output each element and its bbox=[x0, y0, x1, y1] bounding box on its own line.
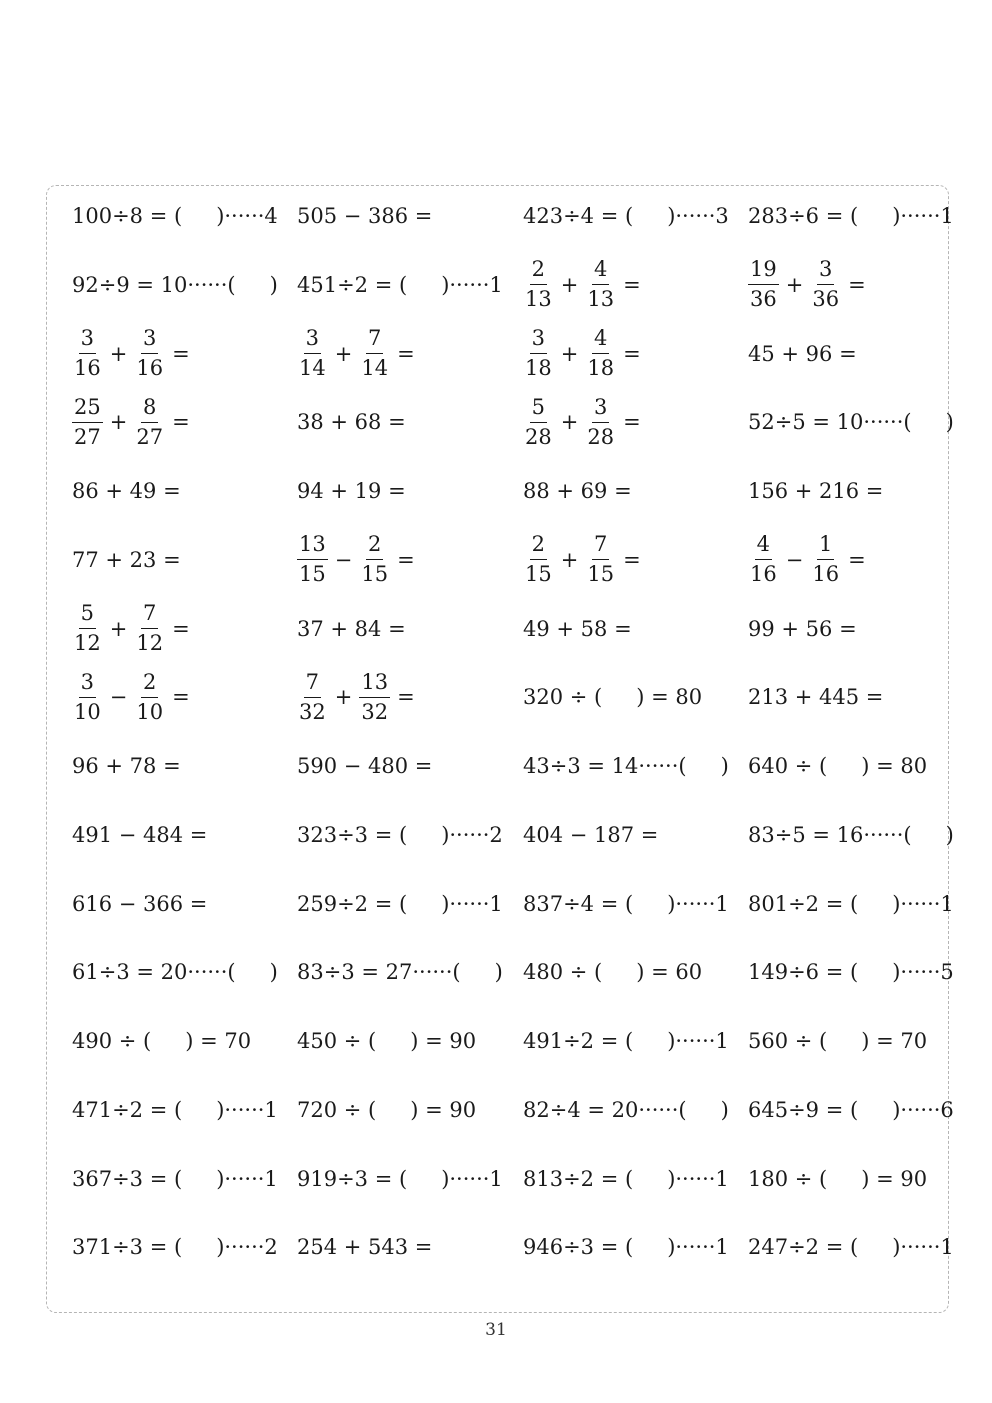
problem-cell bbox=[72, 874, 207, 934]
problem-cell bbox=[523, 874, 729, 934]
problem-text: 404 − 187 = bbox=[523, 822, 659, 847]
fraction bbox=[297, 669, 328, 724]
fraction bbox=[523, 534, 554, 585]
fraction bbox=[134, 328, 165, 379]
problem-text: 99 + 56 = bbox=[748, 616, 857, 641]
problem-text: 38 + 68 = bbox=[297, 410, 406, 435]
denominator: 16 bbox=[812, 562, 840, 587]
problem-text: 616 − 366 = bbox=[72, 891, 208, 916]
problem-cell bbox=[297, 530, 422, 590]
numerator: 19 bbox=[748, 259, 779, 285]
page-number: 31 bbox=[485, 1320, 507, 1340]
operator: − bbox=[785, 547, 804, 572]
fraction bbox=[72, 328, 103, 379]
problem-cell bbox=[297, 1217, 432, 1277]
problem-cell bbox=[297, 599, 406, 659]
problem-text-tail: )······5 bbox=[892, 960, 954, 985]
numerator: 4 bbox=[755, 534, 772, 560]
problem-cell bbox=[748, 461, 883, 521]
problem-cell bbox=[523, 1011, 729, 1071]
denominator: 13 bbox=[587, 287, 615, 312]
problem-text: 37 + 84 = bbox=[297, 616, 406, 641]
problem-text-tail: ) bbox=[945, 822, 954, 847]
problem-text-tail: )······1 bbox=[892, 891, 954, 916]
problem-text: 505 − 386 = bbox=[297, 204, 433, 228]
problem-text: 77 + 23 = bbox=[72, 547, 181, 572]
problem-text-tail: )······1 bbox=[216, 1166, 278, 1191]
numerator: 7 bbox=[141, 603, 158, 629]
problem-text: 92÷9 = 10······( bbox=[72, 272, 236, 297]
problem-text: 323÷3 = ( bbox=[297, 822, 408, 847]
equals-sign: = bbox=[397, 547, 415, 572]
denominator: 32 bbox=[361, 699, 389, 724]
problem-text: 837÷4 = ( bbox=[523, 891, 634, 916]
problem-cell bbox=[523, 942, 702, 1002]
problem-text: 919÷3 = ( bbox=[297, 1166, 408, 1191]
problem-text: 247÷2 = ( bbox=[748, 1235, 859, 1260]
problem-text-tail: )······1 bbox=[216, 1097, 278, 1122]
equals-sign: = bbox=[172, 685, 190, 710]
problem-cell bbox=[748, 805, 954, 865]
numerator: 3 bbox=[592, 397, 609, 423]
equals-sign: = bbox=[848, 547, 866, 572]
problem-text: 52÷5 = 10······( bbox=[748, 410, 912, 435]
problem-text: 946÷3 = ( bbox=[523, 1235, 634, 1260]
denominator: 36 bbox=[750, 287, 777, 312]
problem-text: 720 ÷ ( bbox=[297, 1097, 377, 1122]
numerator: 2 bbox=[530, 259, 547, 285]
fraction bbox=[585, 328, 616, 379]
problem-text-tail: ) = 90 bbox=[410, 1097, 477, 1122]
problem-text-tail: )······1 bbox=[667, 1029, 729, 1053]
denominator: 14 bbox=[299, 356, 326, 380]
problem-cell bbox=[297, 1011, 476, 1071]
problem-cell bbox=[72, 667, 197, 727]
problem-text-tail: ) = 70 bbox=[861, 1029, 928, 1053]
fraction bbox=[297, 328, 328, 379]
problem-cell bbox=[523, 530, 648, 590]
problem-text-tail: ) = 90 bbox=[861, 1166, 928, 1191]
problem-text: 645÷9 = ( bbox=[748, 1097, 859, 1122]
fraction bbox=[297, 534, 328, 585]
numerator: 3 bbox=[79, 328, 96, 354]
problem-cell bbox=[72, 736, 181, 796]
operator: + bbox=[560, 341, 579, 366]
equals-sign: = bbox=[172, 616, 190, 641]
problem-cell bbox=[72, 1149, 278, 1209]
equals-sign: = bbox=[397, 341, 415, 366]
numerator: 5 bbox=[79, 603, 96, 629]
fraction bbox=[72, 669, 103, 724]
problem-text-tail: ) = 60 bbox=[636, 960, 703, 985]
denominator: 14 bbox=[361, 356, 389, 380]
denominator: 12 bbox=[136, 631, 164, 655]
numerator: 3 bbox=[304, 328, 321, 354]
fraction bbox=[359, 328, 390, 379]
problem-text: 100÷8 = ( bbox=[72, 204, 183, 228]
problem-cell bbox=[72, 392, 197, 452]
problem-cell bbox=[523, 461, 632, 521]
problem-cell bbox=[72, 1217, 278, 1277]
problem-text: 371÷3 = ( bbox=[72, 1235, 183, 1260]
problem-cell bbox=[297, 186, 432, 246]
problem-text-tail: )······1 bbox=[441, 1166, 503, 1191]
fraction bbox=[134, 394, 165, 449]
problem-cell bbox=[748, 186, 954, 246]
operator: + bbox=[560, 547, 579, 572]
denominator: 16 bbox=[74, 356, 101, 380]
problem-text: 83÷5 = 16······( bbox=[748, 822, 912, 847]
equals-sign: = bbox=[848, 272, 866, 297]
denominator: 27 bbox=[74, 424, 101, 449]
problem-cell bbox=[523, 392, 648, 452]
problem-cell bbox=[748, 324, 857, 384]
fraction bbox=[134, 669, 165, 724]
problem-cell bbox=[297, 805, 503, 865]
numerator: 3 bbox=[530, 328, 547, 354]
problem-text: 320 ÷ ( bbox=[523, 685, 603, 710]
problem-cell bbox=[748, 874, 954, 934]
problem-cell bbox=[748, 1217, 954, 1277]
problem-cell bbox=[297, 874, 503, 934]
problem-text-tail: ) = 80 bbox=[861, 754, 928, 778]
problem-text-tail: ) bbox=[269, 272, 278, 297]
problem-text: 254 + 543 = bbox=[297, 1235, 433, 1260]
denominator: 15 bbox=[587, 562, 615, 587]
equals-sign: = bbox=[623, 410, 641, 435]
equals-sign: = bbox=[623, 341, 641, 366]
problem-cell bbox=[297, 942, 503, 1002]
problem-cell bbox=[523, 324, 648, 384]
problem-text-tail: ) = 90 bbox=[410, 1029, 477, 1053]
denominator: 10 bbox=[136, 699, 164, 724]
problem-cell bbox=[523, 667, 702, 727]
equals-sign: = bbox=[172, 341, 190, 366]
denominator: 27 bbox=[136, 424, 164, 449]
problem-text: 180 ÷ ( bbox=[748, 1166, 828, 1191]
problem-cell bbox=[748, 667, 883, 727]
fraction bbox=[72, 603, 103, 654]
problem-cell bbox=[523, 186, 729, 246]
problem-text-tail: )······1 bbox=[667, 1166, 729, 1191]
fraction bbox=[748, 534, 779, 585]
operator: + bbox=[109, 616, 128, 641]
problem-text: 43÷3 = 14······( bbox=[523, 754, 687, 778]
denominator: 18 bbox=[587, 356, 615, 380]
operator: + bbox=[560, 272, 579, 297]
numerator: 2 bbox=[530, 534, 547, 560]
problem-text-tail: )······2 bbox=[441, 822, 503, 847]
problem-text: 471÷2 = ( bbox=[72, 1097, 183, 1122]
problem-text: 490 ÷ ( bbox=[72, 1029, 152, 1053]
problem-text: 49 + 58 = bbox=[523, 616, 632, 641]
equals-sign: = bbox=[623, 272, 641, 297]
denominator: 18 bbox=[525, 356, 552, 380]
problem-cell bbox=[523, 255, 648, 315]
problem-cell bbox=[72, 186, 278, 246]
problem-cell bbox=[297, 461, 406, 521]
problem-cell bbox=[523, 1217, 729, 1277]
problem-text-tail: ) bbox=[494, 960, 503, 985]
problem-text-tail: )······4 bbox=[216, 204, 278, 228]
problem-text-tail: )······3 bbox=[667, 204, 729, 228]
problem-cell bbox=[297, 392, 406, 452]
problem-cell bbox=[72, 461, 181, 521]
numerator: 4 bbox=[592, 328, 609, 354]
problem-text-tail: ) bbox=[720, 754, 729, 778]
problem-text: 259÷2 = ( bbox=[297, 891, 408, 916]
problem-cell bbox=[297, 736, 432, 796]
problem-text: 88 + 69 = bbox=[523, 479, 632, 503]
problem-text: 86 + 49 = bbox=[72, 479, 181, 503]
problem-text: 213 + 445 = bbox=[748, 685, 884, 710]
equals-sign: = bbox=[172, 410, 190, 435]
problem-cell bbox=[72, 530, 181, 590]
problem-cell bbox=[297, 1080, 476, 1140]
numerator: 2 bbox=[366, 534, 383, 560]
numerator: 2 bbox=[141, 672, 158, 698]
operator: + bbox=[334, 685, 353, 710]
problem-cell bbox=[523, 736, 729, 796]
problem-text-tail: )······1 bbox=[892, 1235, 954, 1260]
problem-text-tail: )······2 bbox=[216, 1235, 278, 1260]
problem-cell bbox=[72, 255, 278, 315]
operator: − bbox=[109, 685, 128, 710]
problem-text-tail: ) = 80 bbox=[636, 685, 703, 710]
problem-text: 149÷6 = ( bbox=[748, 960, 859, 985]
denominator: 15 bbox=[299, 562, 326, 587]
equals-sign: = bbox=[397, 685, 415, 710]
denominator: 10 bbox=[74, 699, 101, 724]
problem-cell bbox=[748, 530, 873, 590]
problem-text: 367÷3 = ( bbox=[72, 1166, 183, 1191]
fraction bbox=[134, 603, 165, 654]
problem-cell bbox=[297, 324, 422, 384]
fraction bbox=[523, 328, 554, 379]
numerator: 13 bbox=[359, 672, 390, 698]
numerator: 3 bbox=[141, 328, 158, 354]
problem-cell bbox=[748, 392, 954, 452]
denominator: 28 bbox=[587, 424, 615, 449]
problem-text: 61÷3 = 20······( bbox=[72, 960, 236, 985]
problem-cell bbox=[72, 324, 197, 384]
numerator: 3 bbox=[79, 672, 96, 698]
problem-cell bbox=[748, 1080, 954, 1140]
problem-text: 156 + 216 = bbox=[748, 479, 884, 503]
problem-cell bbox=[72, 1080, 278, 1140]
problem-text: 640 ÷ ( bbox=[748, 754, 828, 778]
fraction bbox=[748, 259, 779, 310]
problem-text: 491÷2 = ( bbox=[523, 1029, 634, 1053]
problem-text-tail: )······6 bbox=[892, 1097, 954, 1122]
problem-text-tail: ) = 70 bbox=[185, 1029, 252, 1053]
fraction bbox=[585, 394, 616, 449]
problem-text: 450 ÷ ( bbox=[297, 1029, 377, 1053]
denominator: 13 bbox=[525, 287, 552, 312]
denominator: 16 bbox=[750, 562, 777, 587]
problem-cell bbox=[748, 599, 857, 659]
operator: + bbox=[785, 272, 804, 297]
problem-text: 590 − 480 = bbox=[297, 754, 433, 778]
problem-text: 480 ÷ ( bbox=[523, 960, 603, 985]
denominator: 15 bbox=[361, 562, 389, 587]
equals-sign: = bbox=[623, 547, 641, 572]
denominator: 32 bbox=[299, 699, 326, 724]
numerator: 7 bbox=[366, 328, 383, 354]
denominator: 15 bbox=[525, 562, 552, 587]
problem-text: 451÷2 = ( bbox=[297, 272, 408, 297]
problem-cell bbox=[748, 736, 927, 796]
problem-text: 801÷2 = ( bbox=[748, 891, 859, 916]
fraction bbox=[359, 534, 390, 585]
problem-text-tail: ) bbox=[720, 1097, 729, 1122]
problem-text: 491 − 484 = bbox=[72, 822, 208, 847]
problem-cell bbox=[72, 1011, 251, 1071]
numerator: 7 bbox=[304, 672, 321, 698]
problem-cell bbox=[72, 805, 207, 865]
problem-cell bbox=[748, 1011, 927, 1071]
problem-cell bbox=[297, 255, 503, 315]
fraction bbox=[585, 534, 616, 585]
numerator: 4 bbox=[592, 259, 609, 285]
problem-cell bbox=[748, 942, 954, 1002]
denominator: 12 bbox=[74, 631, 101, 655]
problem-text: 83÷3 = 27······( bbox=[297, 960, 461, 985]
fraction bbox=[585, 259, 616, 310]
numerator: 7 bbox=[592, 534, 609, 560]
problem-text-tail: ) bbox=[945, 410, 954, 435]
problem-cell bbox=[523, 1149, 729, 1209]
problem-text: 82÷4 = 20······( bbox=[523, 1097, 687, 1122]
problem-cell bbox=[523, 599, 632, 659]
operator: + bbox=[109, 341, 128, 366]
problem-cell bbox=[523, 1080, 729, 1140]
problem-text-tail: )······1 bbox=[892, 204, 954, 228]
numerator: 8 bbox=[141, 397, 158, 423]
fraction bbox=[523, 394, 554, 449]
problem-text: 96 + 78 = bbox=[72, 754, 181, 778]
problem-text-tail: ) bbox=[269, 960, 278, 985]
fraction bbox=[72, 394, 103, 449]
problem-text: 423÷4 = ( bbox=[523, 204, 634, 228]
operator: + bbox=[109, 410, 128, 435]
operator: + bbox=[560, 410, 579, 435]
fraction bbox=[359, 669, 390, 724]
problem-cell bbox=[748, 1149, 927, 1209]
problem-cell bbox=[297, 667, 422, 727]
problem-text: 45 + 96 = bbox=[748, 341, 857, 366]
denominator: 28 bbox=[525, 424, 552, 449]
numerator: 3 bbox=[817, 259, 834, 285]
numerator: 13 bbox=[297, 534, 328, 560]
problem-text: 560 ÷ ( bbox=[748, 1029, 828, 1053]
problem-text-tail: )······1 bbox=[441, 891, 503, 916]
problem-text-tail: )······1 bbox=[441, 272, 503, 297]
fraction bbox=[523, 259, 554, 310]
problem-cell bbox=[72, 942, 278, 1002]
fraction bbox=[810, 534, 841, 585]
problem-text: 813÷2 = ( bbox=[523, 1166, 634, 1191]
numerator: 5 bbox=[530, 397, 547, 423]
operator: + bbox=[334, 341, 353, 366]
denominator: 36 bbox=[812, 287, 840, 312]
numerator: 25 bbox=[72, 397, 103, 423]
denominator: 16 bbox=[136, 356, 164, 380]
problem-cell bbox=[297, 1149, 503, 1209]
operator: − bbox=[334, 547, 353, 572]
problem-text-tail: )······1 bbox=[667, 891, 729, 916]
problem-text: 94 + 19 = bbox=[297, 479, 406, 503]
fraction bbox=[810, 259, 841, 310]
problem-cell bbox=[748, 255, 873, 315]
numerator: 1 bbox=[817, 534, 834, 560]
problem-cell bbox=[72, 599, 197, 659]
problem-text-tail: )······1 bbox=[667, 1235, 729, 1260]
problem-cell bbox=[523, 805, 658, 865]
problem-text: 283÷6 = ( bbox=[748, 204, 859, 228]
